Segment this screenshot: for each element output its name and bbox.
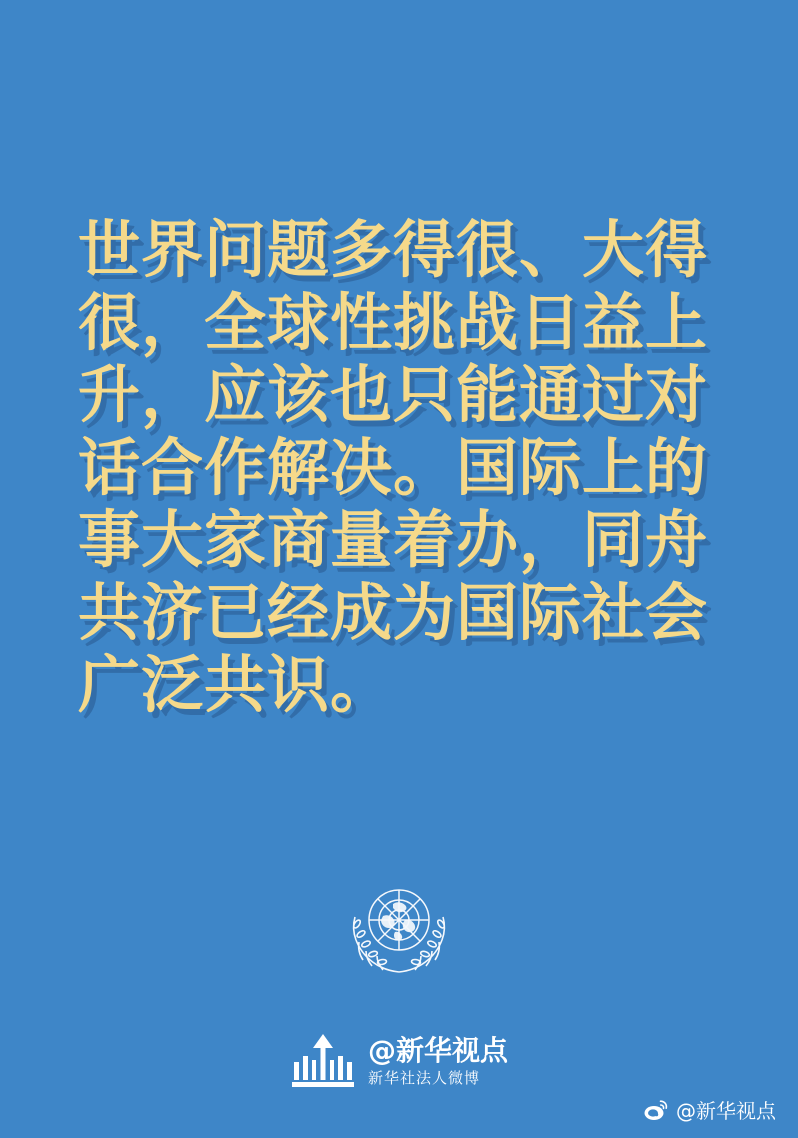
- weibo-watermark: [643, 1095, 776, 1124]
- brand-subtitle: 新华社法人微博: [367, 1068, 480, 1087]
- weibo-icon: [643, 1097, 669, 1123]
- emblem-container: [0, 872, 798, 980]
- quote-text: 世界问题多得很、大得很，全球性挑战日益上升，应该也只能通过对话合作解决。国际上的事大家商量着办，同舟共济已经成为国际社会广泛共识。: [78, 213, 709, 722]
- quote-block: [78, 214, 738, 722]
- brand-text: [367, 1033, 508, 1087]
- weibo-label: @新华视点: [676, 1099, 776, 1123]
- united-nations-emblem-icon: [339, 872, 459, 980]
- brand-handle: @新华视点: [367, 1033, 508, 1067]
- xinhua-logo-mark-icon: [290, 1032, 356, 1090]
- brand-container: [0, 1032, 798, 1090]
